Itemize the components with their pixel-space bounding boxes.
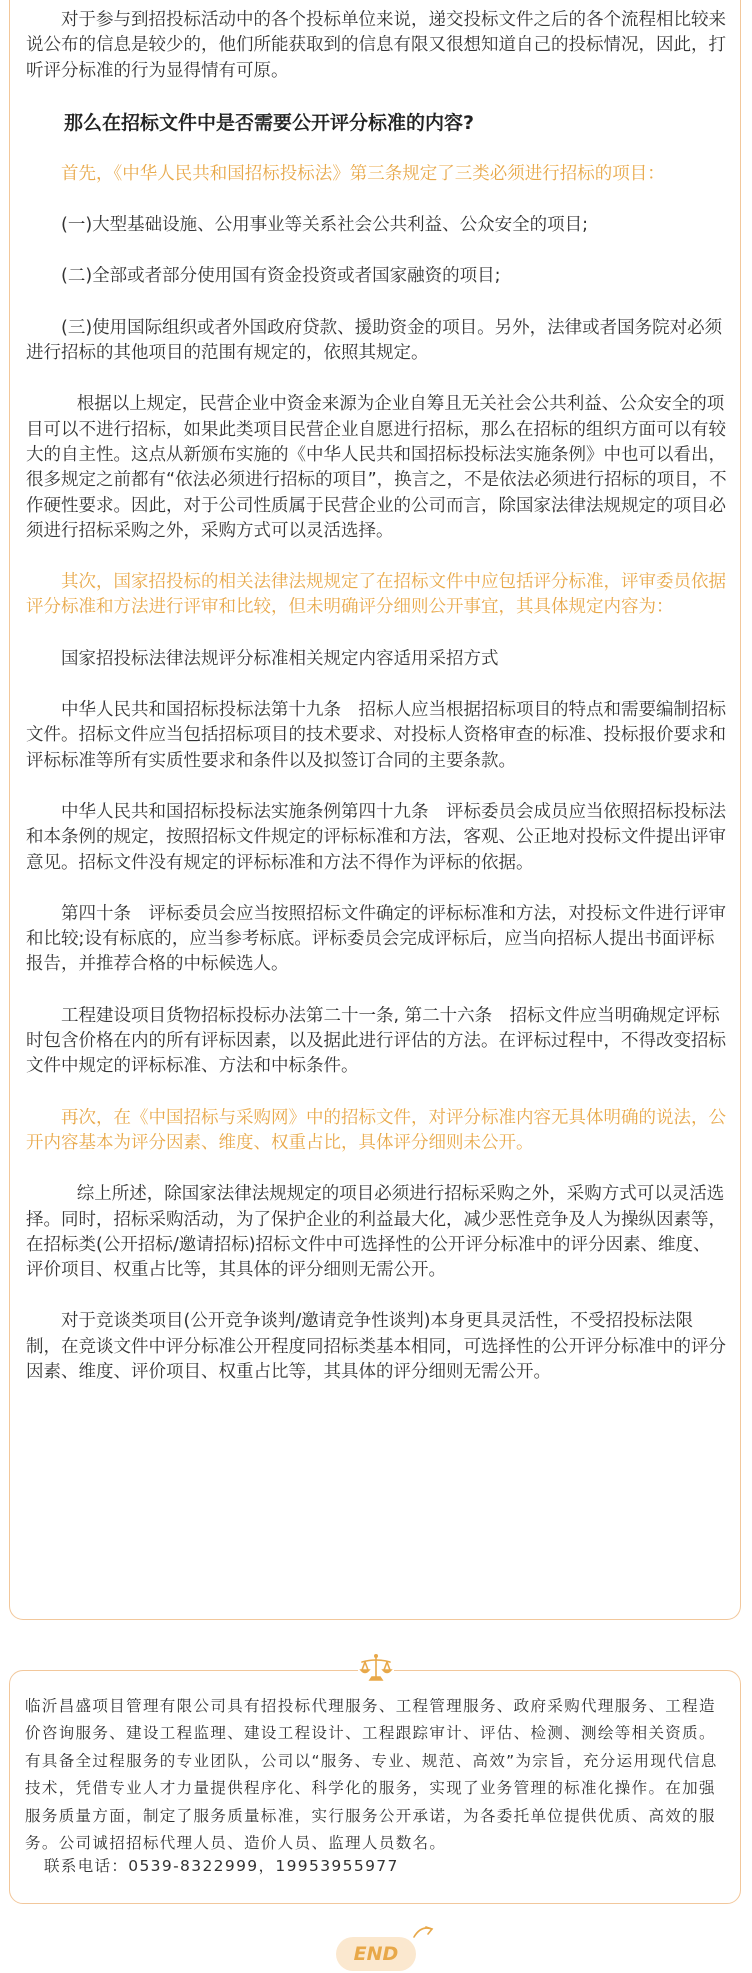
intro-paragraph: 对于参与到招投标活动中的各个投标单位来说，递交投标文件之后的各个流程相比较来说公布的信息是较少的，他们所能获取到的信息有限又很想知道自己的投标情况，因此，打听评分标准的行为显得情有可原。: [26, 10, 726, 81]
list-item-3: (三)使用国际组织或者外国政府贷款、援助资金的项目。另外，法律或者国务院对必须进行招标的其他项目的范围有规定的，依照其规定。: [26, 317, 723, 364]
first-point-paragraph: 首先，《中华人民共和国招标投标法》第三条规定了三类必须进行招标的项目：: [61, 163, 665, 184]
flourish-icon: [412, 1923, 438, 1941]
section-heading: 那么在招标文件中是否需要公开评分标准的内容?: [64, 111, 475, 134]
table-header-line: 国家招投标法律法规评分标准相关规定内容适用采招方式: [61, 648, 499, 669]
law-regulation-49: 中华人民共和国招标投标法实施条例第四十九条 评标委员会成员应当依照招标投标法和本条例的规定，按照招标文件规定的评标标准和方法，客观、公正地对投标文件提出评审意见。招标文件没有规定的评标标准和方法不得作为评标的依据。: [26, 801, 726, 873]
list-item-1: (一)大型基础设施、公用事业等关系社会公共利益、公众安全的项目;: [61, 215, 589, 236]
law-goods-21-26: 工程建设项目货物招标投标办法第二十一条, 第二十六条 招标文件应当明确规定评标时包含价格在内的所有评标因素，以及据此进行评估的方法。在评标过程中，不得改变招标文件中规定的评标标准、方法和中标条件。: [26, 1005, 726, 1077]
company-intro: 临沂昌盛项目管理有限公司具有招投标代理服务、工程管理服务、政府采购代理服务、工程造价咨询服务、建设工程监理、建设工程设计、工程跟踪审计、评估、检测、测绘等相关资质。有具备全过程服务的专业团队，公司以“服务、专业、规范、高效”为宗旨，充分运用现代信息技术，凭借专业人才力量提供程序化、科学化的服务，实现了业务管理的标准化操作。在加强服务质量方面，制定了服务质量标准，实行服务公开承诺，为各委托单位提供优质、高效的服务。公司诚招招标代理人员、造价人员、监理人员数名。: [25, 1697, 718, 1853]
third-point-paragraph: 再次，在《中国招标与采购网》中的招标文件，对评分标准内容无具体明确的说法，公开内容基本为评分因素、维度、权重占比，具体评分细则未公开。: [26, 1107, 726, 1153]
negotiation-paragraph: 对于竞谈类项目(公开竞争谈判/邀请竞争性谈判)本身更具灵活性，不受招投标法限制，在竞谈文件中评分标准公开程度同招标类基本相同，可选择性的公开评分标准中的评分因素、维度、评价项目、权重占比等，其具体的评分细则无需公开。: [26, 1311, 726, 1382]
contact-phone: 联系电话：0539-8322999，19953955977: [44, 1857, 399, 1875]
law-article-40: 第四十条 评标委员会应当按照招标文件确定的评标标准和方法，对投标文件进行评审和比较;设有标底的，应当参考标底。评标委员会完成评标后，应当向招标人提出书面评标报告，并推荐合格的中标候选人。: [26, 903, 726, 975]
summary-paragraph: 综上所述，除国家法律法规规定的项目必须进行招标采购之外，采购方式可以灵活选择。同时，招标采购活动，为了保护企业的利益最大化，减少恶性竞争及人为操纵因素等，在招标类(公开招标/邀请招标)招标文件中可选择性的公开评分标准中的评分因素、维度、评价项目、权重占比等，其具体的评分细则无需公开。: [26, 1184, 726, 1281]
basis-paragraph: 根据以上规定，民营企业中资金来源为企业自筹且无关社会公共利益、公众安全的项目可以不进行招标，如果此类项目民营企业自愿进行招标，那么在招标的组织方面可以有较大的自主性。这点从新颁布实施的《中华人民共和国招标投标法实施条例》中也可以看出，很多规定之前都有“依法必须进行招标的项目”，换言之，不是依法必须进行招标的项目，不作硬性要求。因此，对于公司性质属于民营企业的公司而言，除国家法律法规规定的项目必须进行招标采购之外，采购方式可以灵活选择。: [26, 394, 727, 541]
end-badge: END: [336, 1937, 416, 1971]
scales-icon: [358, 1652, 394, 1686]
law-article-19: 中华人民共和国招标投标法第十九条 招标人应当根据招标项目的特点和需要编制招标文件。招标文件应当包括招标项目的技术要求、对投标人资格审查的标准、投标报价要求和评标标准等所有实质性要求和条件以及拟签订合同的主要条款。: [26, 700, 726, 771]
article-body: [26, 8, 728, 1385]
second-point-paragraph: 其次，国家招投标的相关法律法规规定了在招标文件中应包括评分标准，评审委员依据评分标准和方法进行评审和比较，但未明确评分细则公开事宜，其具体规定内容为：: [26, 572, 726, 618]
list-item-2: (二)全部或者部分使用国有资金投资或者国家融资的项目;: [61, 266, 501, 287]
